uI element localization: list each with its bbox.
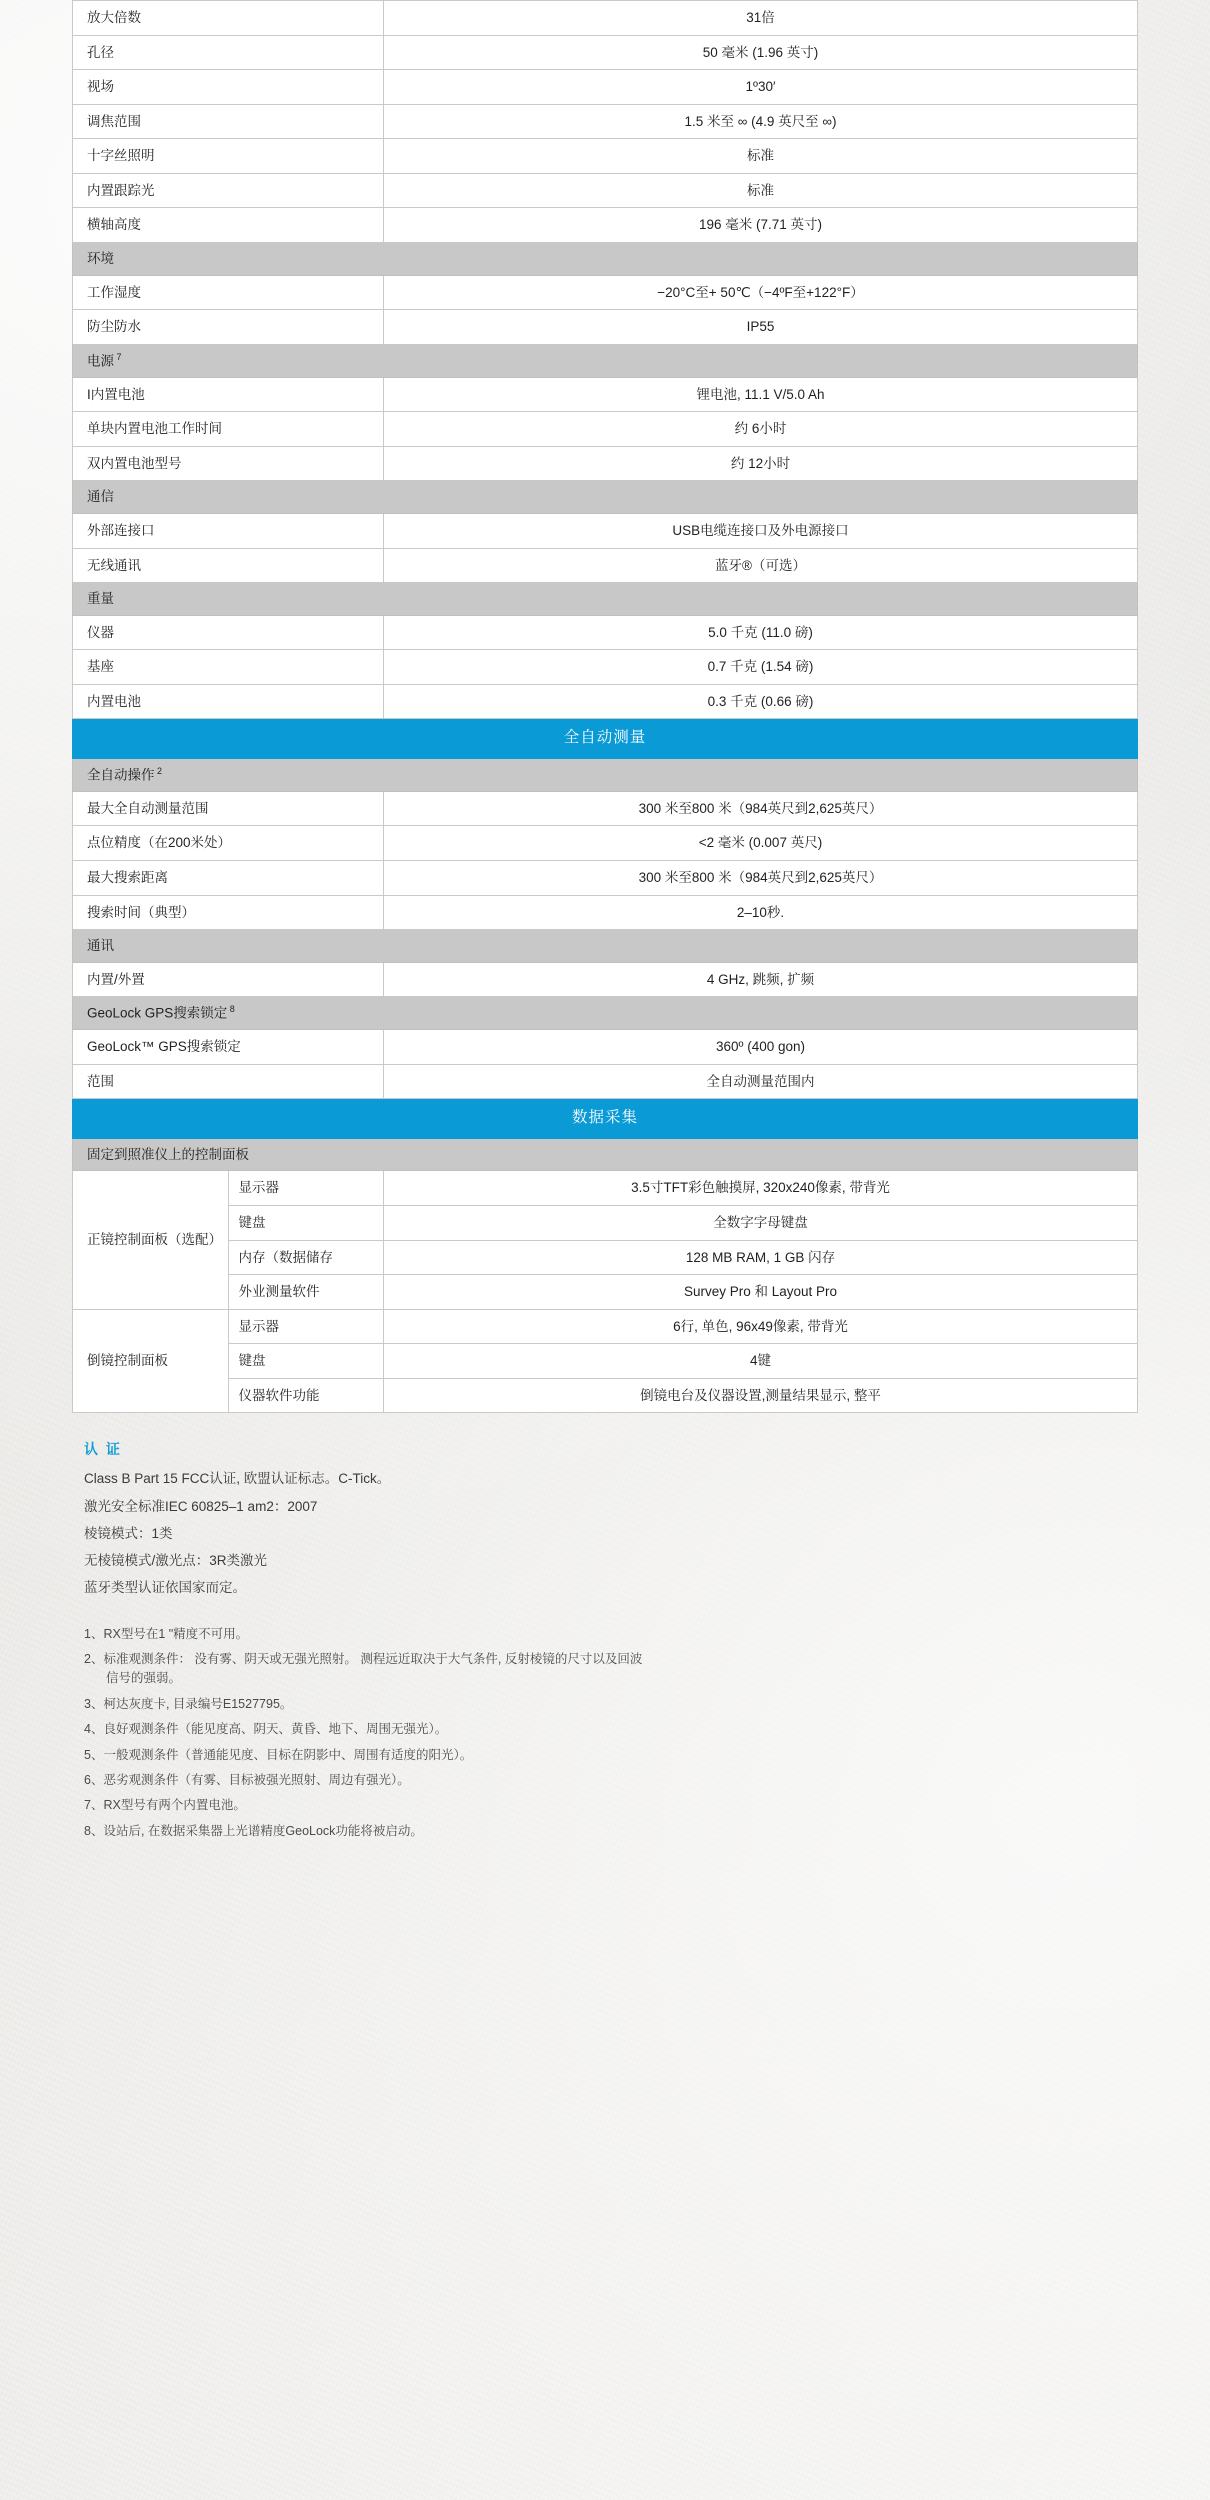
spec-row-label: 工作湿度 xyxy=(73,275,384,310)
spec-row-value: 300 米至800 米（984英尺到2,625英尺） xyxy=(384,860,1138,895)
spec-row-value: 0.7 千克 (1.54 磅) xyxy=(384,650,1138,685)
spec-row-value: 31倍 xyxy=(384,1,1138,36)
spec-row-label: 无线通讯 xyxy=(73,548,384,583)
spec-row-value: 4键 xyxy=(384,1344,1138,1379)
spec-row xyxy=(73,104,1138,139)
page-bottom-spacer xyxy=(72,1847,1138,1887)
footnote-item: 8、设站后, 在数据采集器上光谱精度GeoLock功能将被启动。 xyxy=(84,1823,423,1838)
spec-row xyxy=(73,1030,1138,1065)
spec-group-label: 正镜控制面板（选配） xyxy=(73,1171,229,1309)
spec-row xyxy=(73,377,1138,412)
spec-section-header xyxy=(73,758,1138,791)
spec-row-label: 视场 xyxy=(73,70,384,105)
spec-row-label: 搜索时间（典型） xyxy=(73,895,384,930)
spec-category-label: 数据采集 xyxy=(73,1099,1138,1138)
spec-section-label: 通讯 xyxy=(73,930,1138,963)
spec-row xyxy=(73,446,1138,481)
footnote-marker: 8 xyxy=(227,1004,235,1015)
spec-section-header xyxy=(73,930,1138,963)
spec-row-value: 约 6小时 xyxy=(384,412,1138,447)
spec-row-value: 锂电池, 11.1 V/5.0 Ah xyxy=(384,377,1138,412)
spec-section-header xyxy=(73,344,1138,377)
spec-row-label: 点位精度（在200米处） xyxy=(73,826,384,861)
spec-category-label: 全自动测量 xyxy=(73,719,1138,758)
footnote-marker: 2 xyxy=(154,765,163,776)
spec-row xyxy=(73,70,1138,105)
spec-row xyxy=(73,1240,1138,1275)
spec-section-label: 固定到照准仪上的控制面板 xyxy=(73,1138,1138,1171)
spec-row-label: 内置/外置 xyxy=(73,962,384,997)
spec-section-label: 重量 xyxy=(73,583,1138,616)
spec-row-value: 标准 xyxy=(384,139,1138,174)
spec-row-label: 放大倍数 xyxy=(73,1,384,36)
specification-table xyxy=(72,0,1138,1413)
spec-row-sublabel: 显示器 xyxy=(228,1309,384,1344)
spec-row-value: 1.5 米至 ∞ (4.9 英尺至 ∞) xyxy=(384,104,1138,139)
spec-row-value: <2 毫米 (0.007 英尺) xyxy=(384,826,1138,861)
spec-row xyxy=(73,548,1138,583)
spec-row-value: 196 毫米 (7.71 英寸) xyxy=(384,208,1138,243)
spec-row xyxy=(73,1171,1138,1206)
spec-row xyxy=(73,791,1138,826)
spec-row-value: 3.5寸TFT彩色触摸屏, 320x240像素, 带背光 xyxy=(384,1171,1138,1206)
spec-row-value: 标准 xyxy=(384,173,1138,208)
spec-row xyxy=(73,1206,1138,1241)
spec-row-value: 5.0 千克 (11.0 磅) xyxy=(384,615,1138,650)
spec-row-sublabel: 显示器 xyxy=(228,1171,384,1206)
spec-row xyxy=(73,615,1138,650)
footnote-item: 7、RX型号有两个内置电池。 xyxy=(84,1798,246,1813)
spec-row xyxy=(73,1309,1138,1344)
spec-row-value: 全自动测量范围内 xyxy=(384,1064,1138,1099)
spec-row-value: 1º30′ xyxy=(384,70,1138,105)
spec-row xyxy=(73,35,1138,70)
spec-row xyxy=(73,1378,1138,1413)
spec-section-header xyxy=(73,242,1138,275)
certification-line: Class B Part 15 FCC认证, 欧盟认证标志。C-Tick。 xyxy=(84,1471,391,1487)
certification-title: 认 证 xyxy=(84,1441,122,1458)
spec-row-sublabel: 键盘 xyxy=(228,1206,384,1241)
spec-row-label: GeoLock™ GPS搜索锁定 xyxy=(73,1030,384,1065)
spec-row-value: 蓝牙®（可选） xyxy=(384,548,1138,583)
spec-row xyxy=(73,275,1138,310)
footnotes-list xyxy=(84,1625,1138,1841)
spec-row-value: 4 GHz, 跳频, 扩频 xyxy=(384,962,1138,997)
spec-row-value: 约 12小时 xyxy=(384,446,1138,481)
spec-row-label: 基座 xyxy=(73,650,384,685)
spec-row-value: 128 MB RAM, 1 GB 闪存 xyxy=(384,1240,1138,1275)
spec-row-label: 横轴高度 xyxy=(73,208,384,243)
spec-row xyxy=(73,310,1138,345)
spec-row-label: 外部连接口 xyxy=(73,513,384,548)
certification-section xyxy=(72,1439,1138,1598)
spec-row-label: 孔径 xyxy=(73,35,384,70)
spec-section-header xyxy=(73,1138,1138,1171)
spec-section-label: 通信 xyxy=(73,481,1138,514)
spec-row xyxy=(73,1,1138,36)
spec-row-value: 全数字字母键盘 xyxy=(384,1206,1138,1241)
spec-row xyxy=(73,513,1138,548)
spec-row-value: 300 米至800 米（984英尺到2,625英尺） xyxy=(384,791,1138,826)
certification-line: 激光安全标准IEC 60825–1 am2：2007 xyxy=(84,1498,318,1514)
footnote-item: 2、标准观测条件： 没有雾、阴天或无强光照射。 测程远近取决于大气条件, 反射棱镜的尺寸以及回波 信号的强弱。 xyxy=(84,1650,1138,1689)
spec-row xyxy=(73,650,1138,685)
footnote-marker: 7 xyxy=(114,351,122,362)
spec-section-label: 电源 $^7$ xyxy=(73,344,1138,377)
spec-section-header xyxy=(73,583,1138,616)
footnote-item: 5、一般观测条件（普通能见度、目标在阴影中、周围有适度的阳光）。 xyxy=(84,1747,473,1762)
spec-row-value: Survey Pro 和 Layout Pro xyxy=(384,1275,1138,1310)
spec-row-value: 50 毫米 (1.96 英寸) xyxy=(384,35,1138,70)
spec-row-label: 最大搜索距离 xyxy=(73,860,384,895)
spec-row-sublabel: 外业测量软件 xyxy=(228,1275,384,1310)
spec-row-label: 仪器 xyxy=(73,615,384,650)
spec-section-header xyxy=(73,997,1138,1030)
spec-row-sublabel: 仪器软件功能 xyxy=(228,1378,384,1413)
spec-row-label: 防尘防水 xyxy=(73,310,384,345)
spec-row-value: 倒镜电台及仪器设置,测量结果显示, 整平 xyxy=(384,1378,1138,1413)
spec-row-value: 360º (400 gon) xyxy=(384,1030,1138,1065)
spec-row xyxy=(73,139,1138,174)
spec-row-label: 十字丝照明 xyxy=(73,139,384,174)
spec-section-label: GeoLock GPS搜索锁定 $^8$ xyxy=(73,997,1138,1030)
spec-row xyxy=(73,1344,1138,1379)
spec-row-label: 双内置电池型号 xyxy=(73,446,384,481)
spec-section-label: 全自动操作 $^2$ xyxy=(73,758,1138,791)
spec-row-label: 内置电池 xyxy=(73,684,384,719)
spec-category-banner xyxy=(73,1099,1138,1138)
certification-line: 棱镜模式：1类 xyxy=(84,1525,173,1541)
certification-line: 蓝牙类型认证依国家而定。 xyxy=(84,1580,246,1596)
spec-row xyxy=(73,173,1138,208)
spec-row xyxy=(73,1275,1138,1310)
spec-row-label: 范围 xyxy=(73,1064,384,1099)
footnote-item: 1、RX型号在1 "精度不可用。 xyxy=(84,1626,249,1641)
spec-row xyxy=(73,208,1138,243)
spec-row xyxy=(73,412,1138,447)
spec-row-sublabel: 键盘 xyxy=(228,1344,384,1379)
spec-row-value: 2–10秒. xyxy=(384,895,1138,930)
spec-row-value: −20°C至+ 50℃（−4ºF至+122°F） xyxy=(384,275,1138,310)
spec-section-header xyxy=(73,481,1138,514)
spec-row xyxy=(73,684,1138,719)
spec-row xyxy=(73,826,1138,861)
footnotes-section xyxy=(72,1625,1138,1841)
spec-row-label: 内置跟踪光 xyxy=(73,173,384,208)
spec-row xyxy=(73,962,1138,997)
spec-row-label: 调焦范围 xyxy=(73,104,384,139)
footnote-item: 4、良好观测条件（能见度高、阴天、黄昏、地下、周围无强光）。 xyxy=(84,1722,448,1737)
footnote-item: 3、柯达灰度卡, 目录编号E1527795。 xyxy=(84,1696,293,1711)
spec-row-sublabel: 内存（数据储存 xyxy=(228,1240,384,1275)
spec-row-value: 0.3 千克 (0.66 磅) xyxy=(384,684,1138,719)
spec-section-label: 环境 xyxy=(73,242,1138,275)
spec-row-label: I内置电池 xyxy=(73,377,384,412)
spec-group-label: 倒镜控制面板 xyxy=(73,1309,229,1413)
spec-row xyxy=(73,860,1138,895)
footnote-continuation: 信号的强弱。 xyxy=(106,1671,182,1686)
spec-row-value: 6行, 单色, 96x49像素, 带背光 xyxy=(384,1309,1138,1344)
spec-row xyxy=(73,1064,1138,1099)
specification-table-body xyxy=(73,1,1138,1413)
spec-row-label: 最大全自动测量范围 xyxy=(73,791,384,826)
certification-line: 无棱镜模式/激光点：3R类激光 xyxy=(84,1553,268,1569)
spec-row-label: 单块内置电池工作时间 xyxy=(73,412,384,447)
spec-row-value: IP55 xyxy=(384,310,1138,345)
spec-row xyxy=(73,895,1138,930)
spec-row-value: USB电缆连接口及外电源接口 xyxy=(384,513,1138,548)
spec-category-banner xyxy=(73,719,1138,758)
footnote-item: 6、恶劣观测条件（有雾、目标被强光照射、周边有强光）。 xyxy=(84,1772,410,1787)
